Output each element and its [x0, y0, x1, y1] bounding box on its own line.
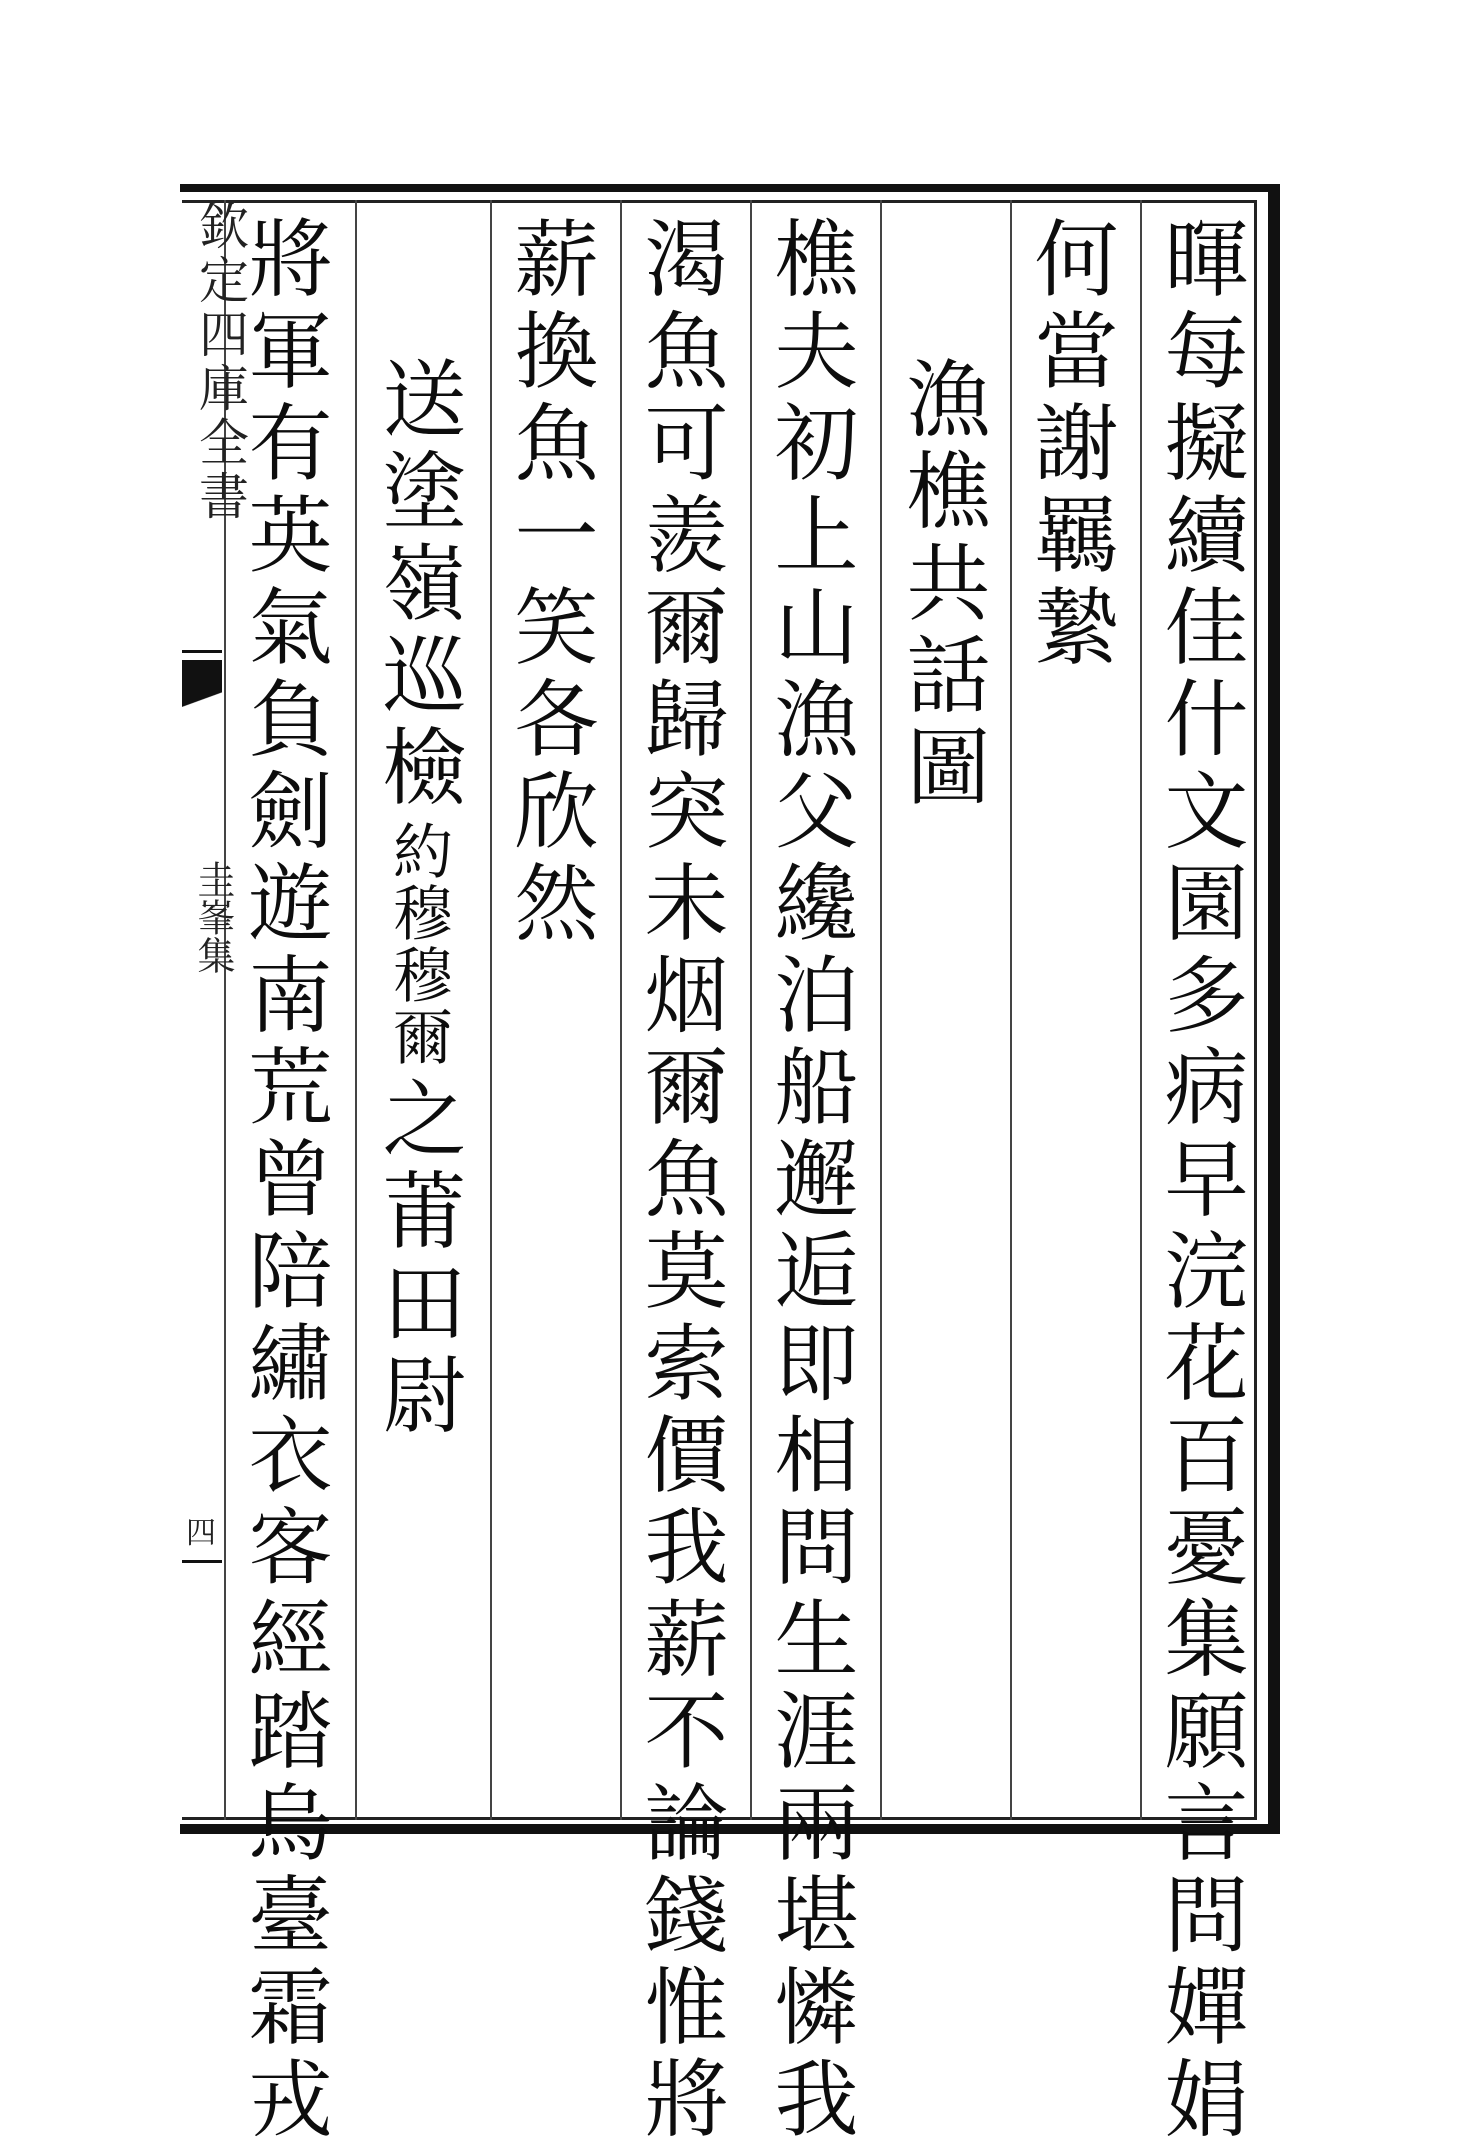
margin-collection-title: 圭峯集	[191, 860, 235, 974]
column-rule	[355, 200, 357, 1820]
column-rule	[620, 200, 622, 1820]
margin-page-number: 四	[186, 1516, 216, 1551]
text-column: 何當謝羈縶	[1021, 215, 1119, 675]
margin-book-title: 欽定四庫全書	[191, 200, 249, 524]
text-column: 渴魚可羨爾歸突未烟爾魚莫索價我薪不論錢惟將	[631, 215, 729, 2147]
column-rule	[880, 200, 882, 1820]
column-rule	[1010, 200, 1012, 1820]
text-column: 將軍有英氣負劍遊南荒曾陪繡衣客經踏烏臺霜戎	[235, 215, 333, 2147]
column-rule	[1140, 200, 1142, 1820]
column-rule	[490, 200, 492, 1820]
poem-title: 漁樵共話圖	[893, 355, 991, 815]
poem-title-annotation: 約穆穆爾	[383, 820, 453, 1068]
frame-inner-right-rule	[1254, 200, 1257, 1820]
page-number-rule	[182, 1560, 222, 1563]
fishtail-rule	[182, 650, 222, 653]
text-column: 樵夫初上山漁父纔泊船邂逅即相問生涯兩堪憐我	[761, 215, 859, 2147]
column-rule	[750, 200, 752, 1820]
frame-inner-top-rule	[182, 200, 1254, 203]
text-column: 暉每擬續佳什文園多病早浣花百憂集願言問嬋娟	[1151, 215, 1249, 2147]
text-column: 薪換魚一笑各欣然	[501, 215, 599, 951]
fishtail-mark	[182, 660, 222, 730]
poem-title: 之莆田尉	[369, 1075, 467, 1443]
poem-title: 送塗嶺巡檢	[369, 355, 467, 815]
